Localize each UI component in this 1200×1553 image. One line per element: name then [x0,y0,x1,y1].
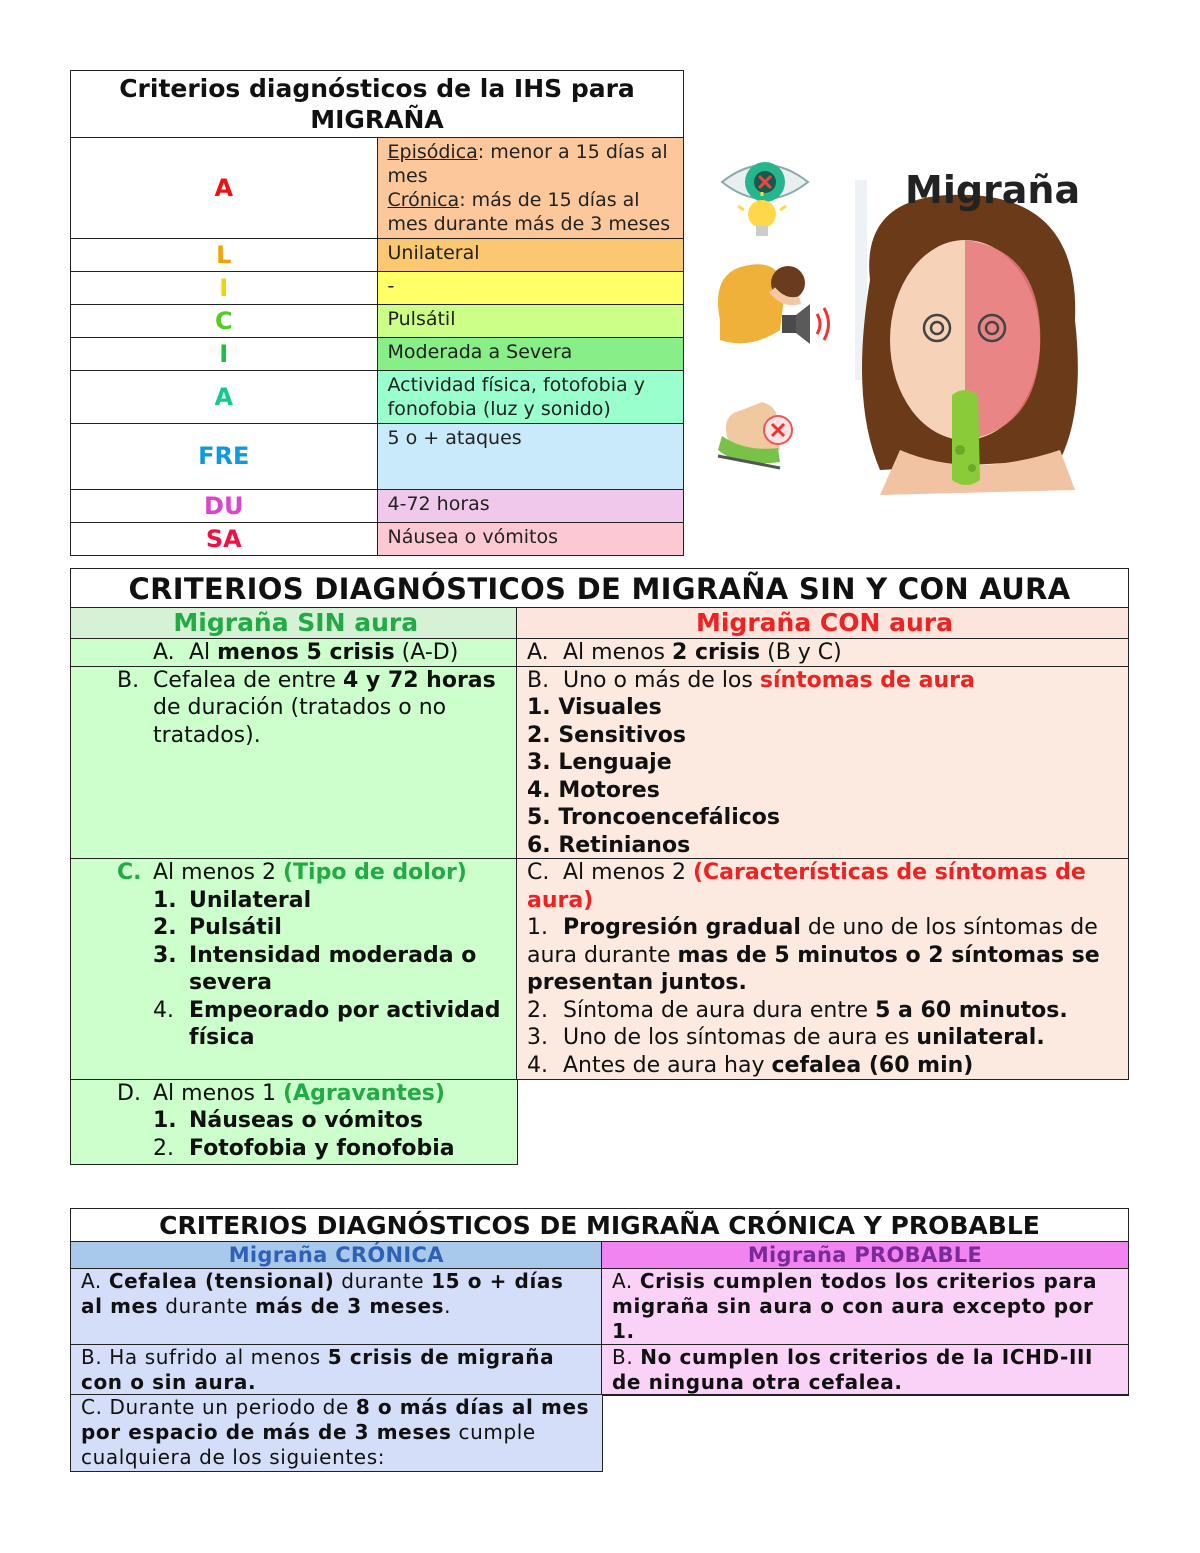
alicia-desc: Unilateral [377,239,684,272]
chronic-probable-table [70,1208,1129,1472]
alicia-row-i [71,272,684,305]
criterion-bold: Crisis cumplen todos los criterios para migraña sin aura o con aura excepto por 1. [612,1269,1098,1343]
aura-table-title: CRITERIOS DIAGNÓSTICOS DE MIGRAÑA SIN Y CON AURA [70,568,1129,608]
criterion-letter: B. [117,667,140,693]
criterion-text: cumple cualquiera de los siguientes: [81,1420,536,1469]
cronica-criterion-c [70,1394,603,1472]
aura-symptom-item: 4. Motores [527,777,660,803]
criterion-bold: (Características de síntomas de aura) [527,860,1086,913]
alicia-row-sa [71,523,684,556]
migraine-illustration [700,150,1100,510]
alicia-letter: FRE [71,424,378,490]
alicia-letter: A [71,138,378,239]
criterion-text: Ha sufrido al menos [109,1344,328,1369]
alicia-criteria-table [70,70,684,556]
probable-criterion-a [601,1268,1129,1345]
item-number: 1. [527,915,548,940]
criterion-letter: C. [527,860,550,885]
item-number: 2. [153,915,177,940]
criterion-text: Uno o más de los [563,667,760,693]
criterion-text: Al menos 1 [153,1080,283,1106]
criterion-bold: (Tipo de dolor) [282,860,467,885]
cronica-header: Migraña CRÓNICA [70,1241,603,1270]
alicia-letter: I [71,272,378,305]
cronica-label: Crónica [387,189,460,211]
aura-symptom-item: 6. Retinianos [527,832,691,858]
criterion-letter: B. [612,1344,634,1369]
alicia-desc: Actividad física, fotofobia y fonofobia (luz y sonido) [377,371,684,424]
aura-symptom-item: 5. Troncoencefálicos [527,805,780,830]
criterion-bold: 8 o más días al mes por espacio de más de 3 meses [81,1395,590,1444]
item-number: 4. [527,1052,548,1078]
aura-symptom-item: 2. Sensitivos [527,722,686,748]
criterion-bold: síntomas de aura [759,667,975,693]
aura-symptom-item: 1. Visuales [527,695,662,720]
criterion-text: Al menos [563,640,672,665]
criterion-letter: C. [117,860,142,885]
pain-type-item: Intensidad moderada o severa [189,942,477,995]
criterion-text: (B y C) [760,640,842,665]
alicia-letter: I [71,338,378,371]
alicia-row-fre [71,424,684,490]
aura-grid [70,608,1129,1165]
item-number: 3. [527,1025,548,1050]
criterion-bold: 15 o + días al mes [81,1269,564,1318]
criterion-letter: A. [81,1269,102,1293]
criterion-text: Durante un periodo de [109,1395,356,1419]
chronic-grid [70,1242,1129,1472]
episodica-text: : menor a 15 días al mes [387,141,668,187]
item-number: 3. [153,942,177,968]
chronic-table-title: CRITERIOS DIAGNÓSTICOS DE MIGRAÑA CRÓNICA Y PROBABLE [70,1208,1129,1242]
sin-aura-criterion-c [70,858,518,1080]
aura-characteristic-text: Uno de los síntomas de aura es [563,1025,917,1050]
sin-aura-criterion-b [70,666,518,860]
aggravant-item: Fotofobia y fonofobia [189,1135,455,1161]
criterion-bold: menos 5 crisis [217,640,395,665]
aura-characteristic-text: Síntoma de aura dura entre [563,997,876,1023]
alicia-desc: Náusea o vómitos [377,523,684,556]
criterion-text: durante [158,1294,256,1318]
criterion-letter: B. [527,667,550,693]
alicia-letter: SA [71,523,378,556]
criterion-text: durante [334,1269,432,1293]
episodica-label: Episódica [387,141,478,163]
alicia-row-a2 [71,371,684,424]
criterion-letter: A. [612,1269,633,1293]
alicia-desc: - [377,272,684,305]
criterion-text: . [444,1294,452,1318]
alicia-desc: 4-72 horas [377,490,684,523]
sin-aura-header: Migraña SIN aura [70,607,518,640]
probable-criterion-b [601,1344,1129,1396]
item-number: 1. [153,887,177,913]
illustration-title: Migraña [905,168,1081,212]
alicia-row-du [71,490,684,523]
criterion-letter: A. [527,640,549,665]
sin-aura-criterion-d [70,1079,518,1165]
alicia-letter: L [71,239,378,272]
item-number: 2. [153,1135,174,1161]
alicia-desc [377,138,684,239]
criterion-text: Al menos 2 [563,860,693,885]
criterion-bold: Cefalea (tensional) [108,1269,335,1293]
con-aura-criterion-a [516,638,1129,667]
alicia-desc: 5 o + ataques [377,424,684,490]
criterion-letter: D. [117,1080,141,1106]
con-aura-criterion-c [516,858,1129,1080]
pain-type-item: Empeorado por actividad física [189,997,501,1050]
pain-type-item: Unilateral [189,887,312,913]
aura-characteristic-bold: unilateral. [916,1025,1045,1050]
alicia-letter: DU [71,490,378,523]
aura-characteristic-bold: mas de 5 minutos o 2 síntomas se presentan juntos. [527,942,1100,995]
con-aura-criterion-b [516,666,1129,860]
sin-aura-criterion-a [70,638,518,667]
item-number: 4. [153,997,174,1023]
item-number: 1. [153,1108,177,1133]
alicia-letter: C [71,305,378,338]
aura-symptom-item: 3. Lenguaje [527,750,672,775]
alicia-row-a [71,138,684,239]
woman-migraine-icon [855,180,1078,495]
alicia-row-c [71,305,684,338]
alicia-desc: Pulsátil [377,305,684,338]
criterion-text: (A-D) [394,640,459,665]
alicia-desc: Moderada a Severa [377,338,684,371]
aura-criteria-table [70,568,1129,1165]
criterion-letter: A. [153,640,175,665]
activity-restriction-icon [718,402,792,468]
criterion-bold: No cumplen los criterios de la ICHD-III de ninguna otra cefalea. [612,1344,1094,1394]
criterion-letter: B. [81,1344,103,1369]
criterion-text: Al menos 2 [153,860,283,885]
head-pain-sound-icon [718,264,829,344]
aggravant-item: Náuseas o vómitos [189,1108,423,1133]
aura-characteristic-bold: 5 a 60 minutos. [875,997,1068,1023]
alicia-table-title: Criterios diagnósticos de la IHS para MIGRAÑA [71,71,684,138]
criterion-letter: C. [81,1395,103,1419]
probable-header: Migraña PROBABLE [601,1241,1129,1270]
empty-cell [601,1394,1129,1472]
criterion-bold: 2 crisis [671,640,761,665]
item-number: 2. [527,997,548,1023]
aura-characteristic-text: Antes de aura hay [563,1052,772,1078]
aura-characteristic-bold: Progresión gradual [563,915,801,940]
pain-type-item: Pulsátil [189,915,282,940]
criterion-text: Cefalea de entre [153,667,343,693]
aura-characteristic-text: de uno de los síntomas de aura durante [527,915,1098,968]
eye-lightbulb-icon [722,162,808,236]
con-aura-header: Migraña CON aura [516,607,1129,640]
alicia-letter: A [71,371,378,424]
alicia-row-l [71,239,684,272]
criterion-text: de duración (tratados o no tratados). [153,695,447,748]
cronica-criterion-a [70,1268,603,1345]
aura-characteristic-bold: cefalea (60 min) [771,1052,974,1078]
criterion-text: Al [189,640,218,665]
cronica-criterion-b [70,1344,603,1396]
criterion-bold: (Agravantes) [282,1080,445,1106]
empty-cell [516,1079,1129,1165]
cronica-text: : más de 15 días al mes durante más de 3 meses [387,189,671,235]
criterion-bold: más de 3 meses [255,1294,445,1318]
criterion-bold: 4 y 72 horas [342,667,496,693]
alicia-row-i2 [71,338,684,371]
criterion-bold: 5 crisis de migraña con o sin aura. [81,1344,555,1394]
